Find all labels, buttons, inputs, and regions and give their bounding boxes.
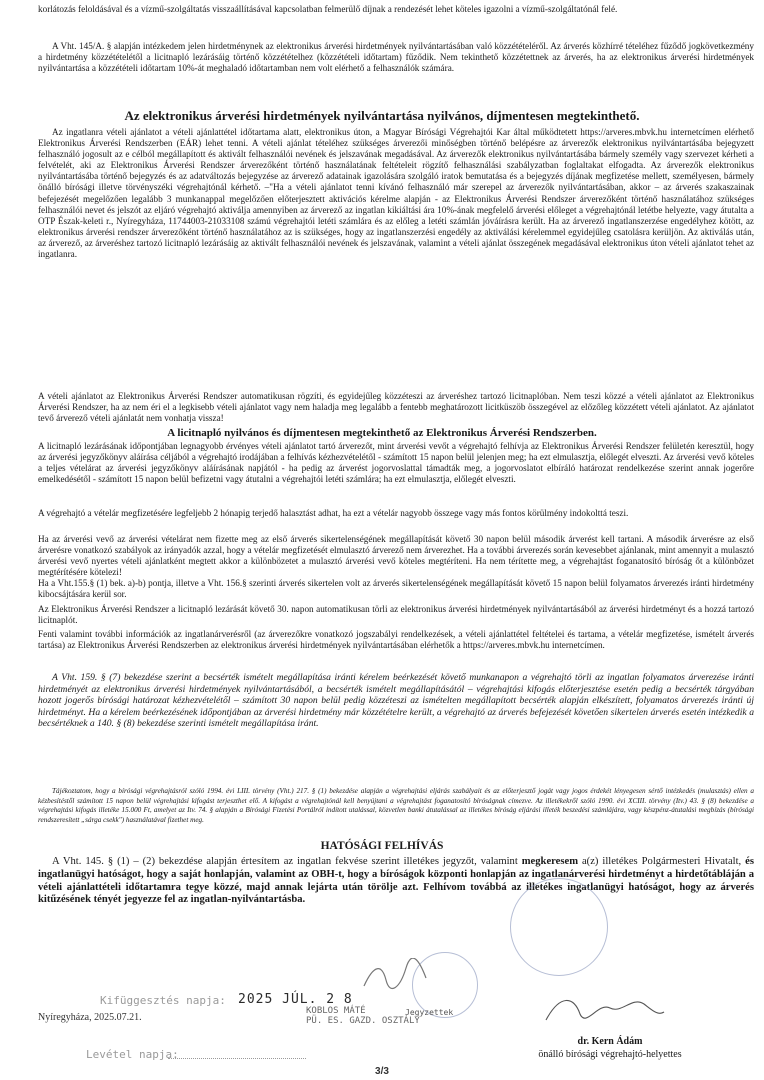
official-seal [510,878,608,976]
signer-name: dr. Kern Ádám [577,1036,643,1047]
posting-date-stamp: 2025 JÚL. 2 8 [238,992,353,1007]
paragraph-payment-deferral: A végrehajtó a vételár megfizetésére legfeljebb 2 hónapig terjedő halasztást adhat, ha ezt a vételár nagyobb összege vagy más fontos körülmény indokolttá teszi. [38,508,629,518]
removal-date-label: Levétel napja: [86,1048,179,1061]
place-and-date: Nyíregyháza, 2025.07.21. [38,1012,142,1023]
paragraph-legal-remedy-notice: Tájékoztatom, hogy a bírósági végrehajtásról szóló 1994. évi LIII. törvény (Vht.) 217. § (1) bekezdése alapján a végrehajtási eljárás szabályait és az előterjesztő jogát vagy jogos érdekét lényegesen sértő intézkedés (mulasztás) ellen a kézbesítéstől számított 15 napon belül végrehajtási kifogást terjeszthet elő. A kifogást a végrehajtónál kell benyújtani a végrehajtást foganatosító bíróságnak címezve. Az illetékekről szóló 1990. évi XCIII. törvény (Itv.) 43. § (8) bekezdése a végrehajtási kifogás illetéke 15.000 Ft, amelyet az Itv. 74. § alapján a Bírósági Fizetési Portálról indított utalással, közvetlen banki átutalással az illetékes bíróság eljárási illeték beszedési számlájára, vagy készpénz-átutalási megbízás (bírósági rendszeresített „sárga csekk") használatával fizethet meg. [38,787,754,824]
paragraph-second-auction: Ha az árverési vevő az árverési vételárat nem fizette meg az első árverés sikertelenségének megállapítását követő 30 napon belül második árverést kell tartani. A második árverésre az első árverésre vonatkozó szabályok az irányadók azzal, hogy a vételár megfizetését elmulasztó árverező nem árverezhet. Ha a további árverezés során kevesebbet ajánlanak, mint amennyit a mulasztó árverési vevő nyertes vételi ajánlatként megtett akkor a különbözetet a mulasztó árverési vevő köteles megtéríteni. Ha nem térítette meg, a végrehajtást foganatosító bíróság őt a különbözet megtérítésére kötelezi! [38,534,754,578]
heading-authority-notice: HATÓSÁGI FELHÍVÁS [320,840,444,852]
paragraph-bid-offer: Az ingatlanra vételi ajánlatot a vételi ajánlattétel időtartama alatt, elektronikus úton, a Magyar Bírósági Végrehajtói Kar által működtetett https://arveres.mbvk.hu internetcímen elérhető Elektronikus Árverési Rendszerben (EÁR) lehet tenni. A vételi ajánlat tételéhez szükséges árverezői minőségben történő belépésre az árverezők elektronikus nyilvántartásába bejegyzett felhasználó jogosult az e célból megállapított és aktivált felhasználói nevének és jelszavának megadásával. Az árverezők elektronikus nyilvántartásába bármely személy vagy szervezet kérheti a felvételét, aki az Elektronikus Árverési Rendszer árverezőként történő használatának feltételeit rögzítő felhasználási szabályzatban foglaltakat elfogadta. Az árverezők elektronikus nyilvántartásába történő bejegyzés és az adatváltozás bejegyzése az árverező adatainak igazolására szolgáló iratok bemutatása és a bejegyzés díjának megfizetése mellett, személyesen, bármely önálló bírósági illetve törvényszéki végrehajtónál kérhető. –"Ha a vételi ajánlatot tenni kívánó felhasználó már szerepel az árverezők nyilvántartásában, akkor – az árverés szakaszainak befejezését megelőzően legalább 3 munkanappal megelőzően előterjesztett aktivációs kérelme alapján - az Elektronikus Árverési Rendszer árverezőként történő használatához szükséges felhasználói nevet és jelszót az eljáró végrehajtó aktiválja amennyiben az árverező az ingatlan kikiáltási ára 10%-ának megfelelő árverési előleget a végrehajtónál letétbe helyezte, vagy átutalta a OTP Észak-keleti r., Nyíregyháza, 11744003-21033108 számú végrehajtói letéti számlára és az előleg a letéti számlán jóváírásra került. Ha az árverező ingatlanszerzése engedélyhez kötött, az elektronikus árverési rendszer árverezőként történő használatához az is szükséges, hogy az ingatlanszerzési engedély az aktiválási kérelemmel egyidejűleg csatolásra kerüljön. Az aktiválás után, az árverező, az árveréshez tartozó licitnapló lezárásáig az aktivált felhasználói nevének és jelszavának, valamint a vételi ajánlat összegének megadásával elektronikus úton vételi ajánlatot tehet az ingatlanra. [38,127,754,260]
official-stamp-text: KOBLOS MÁTÉ PÜ. ES. GAZD. OSZTÁLY [306,1006,420,1026]
authority-text-intro: A Vht. 145. § (1) – (2) bekezdése alapján értesítem az ingatlan fekvése szerint illetékes jegyzőt, valamint [52,856,522,867]
posting-date-label: Kifüggesztés napja: [100,994,226,1007]
page-number: 3/3 [375,1066,389,1077]
removal-date-line [168,1058,306,1059]
heading-registry-public: Az elektronikus árverési hirdetmények nyilvántartása nyilvános, díjmentesen megtekinthető. [124,108,640,123]
signer-title: önálló bírósági végrehajtó-helyettes [538,1049,682,1060]
signature-scribble-office [360,958,430,994]
paragraph-30-days: Az Elektronikus Árverési Rendszer a licitnapló lezárását követő 30. napon automatikusan törli az elektronikus árverési hirdetmények nyilvántartásából az árverési hirdetményt és a hozzá tartozó licitnaplót. [38,604,754,626]
paragraph-vht-155: Ha a Vht.155.§ (1) bek. a)-b) pontja, illetve a Vht. 156.§ szerinti árverés sikertelen volt az árverés sikertelenségének megállapítását követő 15 napon belül folyamatos árverezés iránti hirdetmény kibocsájtására kerül sor. [38,578,754,600]
paragraph-vht-159: A Vht. 159. § (7) bekezdése szerint a becsérték ismételt megállapítása iránti kérelem beérkezését követő munkanapon a végrehajtó törli az ingatlan folyamatos árverezése iránti hirdetményét az elektronikus árverési hirdetmények nyilvántartásából, a becsérték ismételt megállapításától – végrehajtási kifogás előterjesztése esetén pedig a becsérték tárgyában hozott jogerős bírósági határozat kézhezvételétől – számított 30 napon belül pedig közzéteszi az ismételten megállapított becsérték alapján elkészített, folyamatos árverezés iránti új hirdetményt. Ha a kérelem beérkezésének időpontjában az árverési hirdetmény már közzétételre került, a végrehajtó az árverés befejezését követően sikertelen árverés esetén intézkedik a becsértéknek a 140. § (8) bekezdése szerinti ismételt megállapítása iránt. [38,672,754,730]
paragraph-bid-recording: A vételi ajánlatot az Elektronikus Árverési Rendszer automatikusan rögzíti, és egyidejűleg közzéteszi az árveréshez tartozó licitnaplóban. Nem teszi közzé a vételi ajánlatot az Elektronikus Árverési Rendszer, ha az nem éri el a legkisebb vételi ajánlatot vagy nem haladja meg legalább a fentebb meghatározott licitküszöb összegével az előzőleg közzétett vételi ajánlatot. Az ajánlatot tevő árverező vételi ajánlatát nem vonhatja vissza! [38,391,754,424]
paragraph-further-info: Fenti valamint további információk az ingatlanárverésről (az árverezőkre vonatkozó jogszabályi rendelkezések, a vételi ajánlattétel feltételei és tartama, a vételár megfizetése, ismételt árverés tartása) az Elektronikus Árverési Rendszerben az elektronikus árverési hirdetmények nyilvántartásában elérhetők a https://arveres.mbvk.hu internetcímen. [38,629,754,651]
stamp-note: Jegyzettek [405,1008,454,1017]
executor-signature [540,990,670,1030]
authority-text-request: megkeresem [521,856,579,867]
heading-bid-log-public: A licitnapló nyilvános és díjmentesen megtekinthető az Elektronikus Árverési Rendszerben. [167,427,597,439]
authority-text-main: és ingatlanügyi hatóságot, hogy a saját honlapján, valamint az OBH-t, hogy a bíróságok központi honlapján az ingatlanárverési hirdetményt a hirdetőtábláján a vételi ajánlattételi időtartamra tegye közzé, majd annak lejárta után törölje azt. Felhívom továbbá az illetékes ingatlanügyi hatóságot, hogy az árverés kitűzésének tényét jegyezze fel az ingatlan-nyilvántartásba. [38,856,754,906]
paragraph-bid-log-closing: A licitnapló lezárásának időpontjában legnagyobb érvényes vételi ajánlatot tartó árverezőt, mint árverési vevőt a végrehajtó felhívja az Elektronikus Árverési Rendszer felületén keresztül, hogy az árverési jegyzőkönyv aláírása céljából a végrehajtó irodájában a felhívás kézhezvételétől - számított 15 napon belül jelenjen meg; ha ezt elmulasztja, előlegét elveszti. Az árverési vevő köteles a teljes vételárat az árverési jegyzőkönyv aláírásának napjától - ha pedig az árverést jogorvoslattal támadták meg, a jogorvoslatot elbíráló határozat rendelkezése szerint annak jogerőre emelkedésétől - számított 15 napon belül befizetni vagy átutalni a végrehajtói letéti számlára; ha ezt elmulasztja, előlegét elveszti. [38,441,754,485]
authority-text-office: a(z) illetékes Polgármesteri Hivatalt, [578,856,746,867]
paragraph-top: korlátozás feloldásával és a vízmű-szolgáltatás visszaállításával kapcsolatban felmerülő díjnak a rendezését lehet köteles igazolni a vízmű-szolgáltatónál felé. [38,4,618,14]
paragraph-145a: A Vht. 145/A. § alapján intézkedem jelen hirdetménynek az elektronikus árverési hirdetmények nyilvántartásában való közzétételéről. Az árverés közhírré tételéhez fűződő jogkövetkezmény a hirdetmény közzétételétől a licitnapló lezárásáig történő közzétételhez (közzétételi időtartam) fűződik. Nem tekinthető közzétettnek az árverés, ha az elektronikus árverési hirdetmények nyilvántartása a közzétételi időtartam 10%-át meghaladó időtartamban nem volt elérhető a felhasználók számára. [38,41,754,74]
paragraph-authority-notice [38,856,754,907]
